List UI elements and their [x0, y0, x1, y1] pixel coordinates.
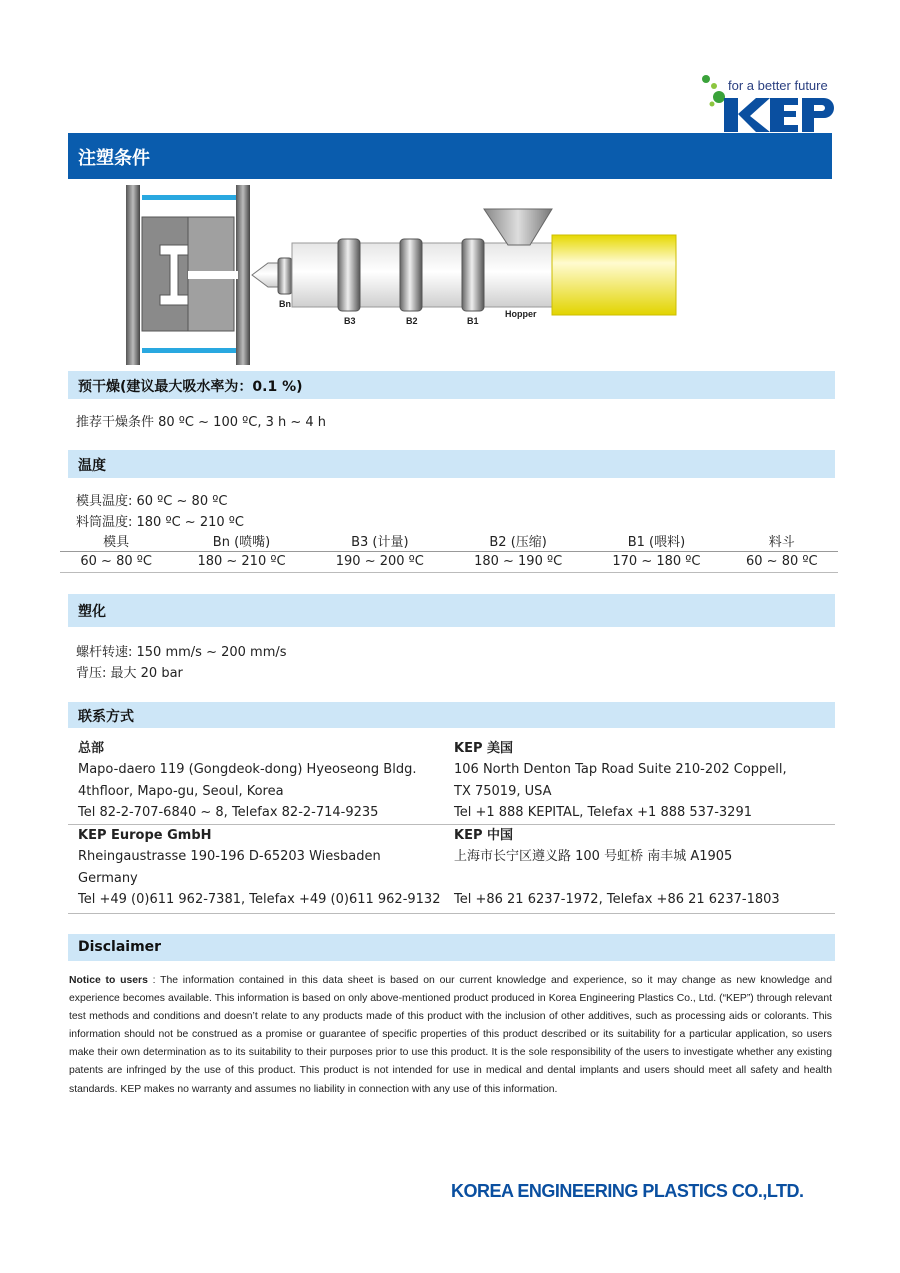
- contact-line: Tel +1 888 KEPITAL, Telefax +1 888 537-3291: [454, 804, 752, 820]
- contact-line: 4thfloor, Mapo-gu, Seoul, Korea: [78, 783, 284, 799]
- table-header-cell: B1 (喂料): [627, 534, 686, 550]
- contact-china-head: KEP 中国: [454, 828, 514, 843]
- contact-line: 106 North Denton Tap Road Suite 210-202 Coppell,: [454, 762, 787, 778]
- machine-illustration: [120, 183, 690, 368]
- section-plasticizing-title: 塑化: [78, 604, 106, 620]
- table-cell: 60 ~ 80 ºC: [746, 554, 818, 569]
- logo-tagline: for a better future: [728, 78, 828, 93]
- table-header-cell: 料斗: [768, 534, 795, 550]
- label-bn: Bn: [279, 299, 291, 309]
- table-cell: 170 ~ 180 ºC: [612, 554, 701, 569]
- table-header-row: [60, 530, 838, 551]
- contact-hq-head: 总部: [78, 741, 105, 756]
- screw-speed: 螺杆转速: 150 mm/s ~ 200 mm/s: [76, 645, 287, 660]
- section-disclaimer-header: [68, 934, 835, 961]
- section-temperature-title: 温度: [78, 458, 106, 474]
- injection-molding-diagram: [120, 183, 690, 368]
- contact-line: 上海市长宁区遵义路 100 号虹桥 南丰城 A1905: [454, 849, 733, 865]
- temperature-table: [60, 530, 838, 573]
- contact-line: TX 75019, USA: [454, 783, 552, 799]
- contact-china: [454, 825, 834, 910]
- kep-logo: [700, 70, 835, 134]
- table-header-cell: B3 (计量): [351, 534, 409, 550]
- table-header-cell: Bn (喷嘴): [212, 534, 271, 550]
- section-plasticizing-header: [68, 594, 835, 627]
- label-b2: B2: [406, 316, 418, 326]
- table-header-cell: 模具: [103, 534, 130, 550]
- contact-line: Mapo-daero 119 (Gongdeok-dong) Hyeoseong Bldg.: [78, 762, 417, 778]
- contact-usa-head: KEP 美国: [454, 741, 514, 756]
- section-drying-title: 预干燥(建议最大吸水率为：0.1 %): [78, 379, 303, 395]
- footer-company-name: KOREA ENGINEERING PLASTICS CO.,LTD.: [451, 1181, 804, 1201]
- table-header-cell: B2 (压缩): [489, 534, 547, 550]
- contact-line: Tel +86 21 6237-1972, Telefax +86 21 6237-1803: [454, 891, 780, 907]
- contact-usa: [454, 738, 834, 823]
- contact-row: [68, 738, 835, 825]
- section-temperature-header: [68, 450, 835, 478]
- section-disclaimer-title: Disclaimer: [78, 939, 162, 955]
- contact-line: Tel 82-2-707-6840 ~ 8, Telefax 82-2-714-9235: [78, 804, 379, 820]
- notice-label: Notice to users: [69, 975, 148, 986]
- label-b3: B3: [344, 316, 356, 326]
- section-drying-header: [68, 371, 835, 399]
- drying-conditions: 推荐干燥条件 80 ºC ~ 100 ºC, 3 h ~ 4 h: [76, 415, 327, 430]
- contact-grid: [68, 738, 835, 914]
- contact-europe: [78, 825, 448, 910]
- disclaimer-body: : The information contained in this data sheet is based on our current knowledge and experience, so it may change as new knowledge and experience becomes available. This information is based on only above-mentioned product produced in Korea Engineering Plastics Co., Ltd. (“KEP”) through relevant test methods and conditions and doesn’t relate to any products made of this product with the inclusion of other additives, such as processing aids or colorants. This information should not be construed as a promise or guarantee of specific properties of this product described or its suitability for a particular application, so users make their own determination as to its suitability to their purposes prior to use this product. It is the sole responsibility of the users to investigate whether any existing patents are infringed by the use of this product. This product is not intended for use in medical and dental implants and users should meet all safety and health standards. KEP makes no warranty and assumes no liability in connection with any use of this information.: [69, 975, 832, 1095]
- section-contact-header: [68, 702, 835, 728]
- label-hopper: Hopper: [505, 309, 537, 319]
- contact-hq: [78, 738, 448, 823]
- contact-line: Rheingaustrasse 190-196 D-65203 Wiesbaden: [78, 849, 381, 865]
- contact-line: [454, 868, 834, 889]
- table-row: [60, 551, 838, 572]
- contact-line: Tel +49 (0)611 962-7381, Telefax +49 (0)611 962-9132: [78, 891, 441, 907]
- label-b1: B1: [467, 316, 479, 326]
- back-pressure: 背压: 最大 20 bar: [76, 666, 183, 681]
- mold-temperature: 模具温度: 60 ºC ~ 80 ºC: [76, 494, 228, 509]
- section-contact-title: 联系方式: [78, 709, 134, 725]
- contact-line: Germany: [78, 870, 138, 886]
- disclaimer-text: [69, 972, 832, 1099]
- contact-row: [68, 825, 835, 914]
- contact-europe-head: KEP Europe GmbH: [78, 828, 212, 843]
- table-cell: 60 ~ 80 ºC: [80, 554, 152, 569]
- table-cell: 180 ~ 190 ºC: [474, 554, 563, 569]
- barrel-temperature: 料筒温度: 180 ºC ~ 210 ºC: [76, 515, 244, 530]
- page-title: 注塑条件: [78, 148, 150, 169]
- table-cell: 180 ~ 210 ºC: [197, 554, 286, 569]
- table-cell: 190 ~ 200 ºC: [335, 554, 424, 569]
- page-title-bar: [68, 133, 832, 179]
